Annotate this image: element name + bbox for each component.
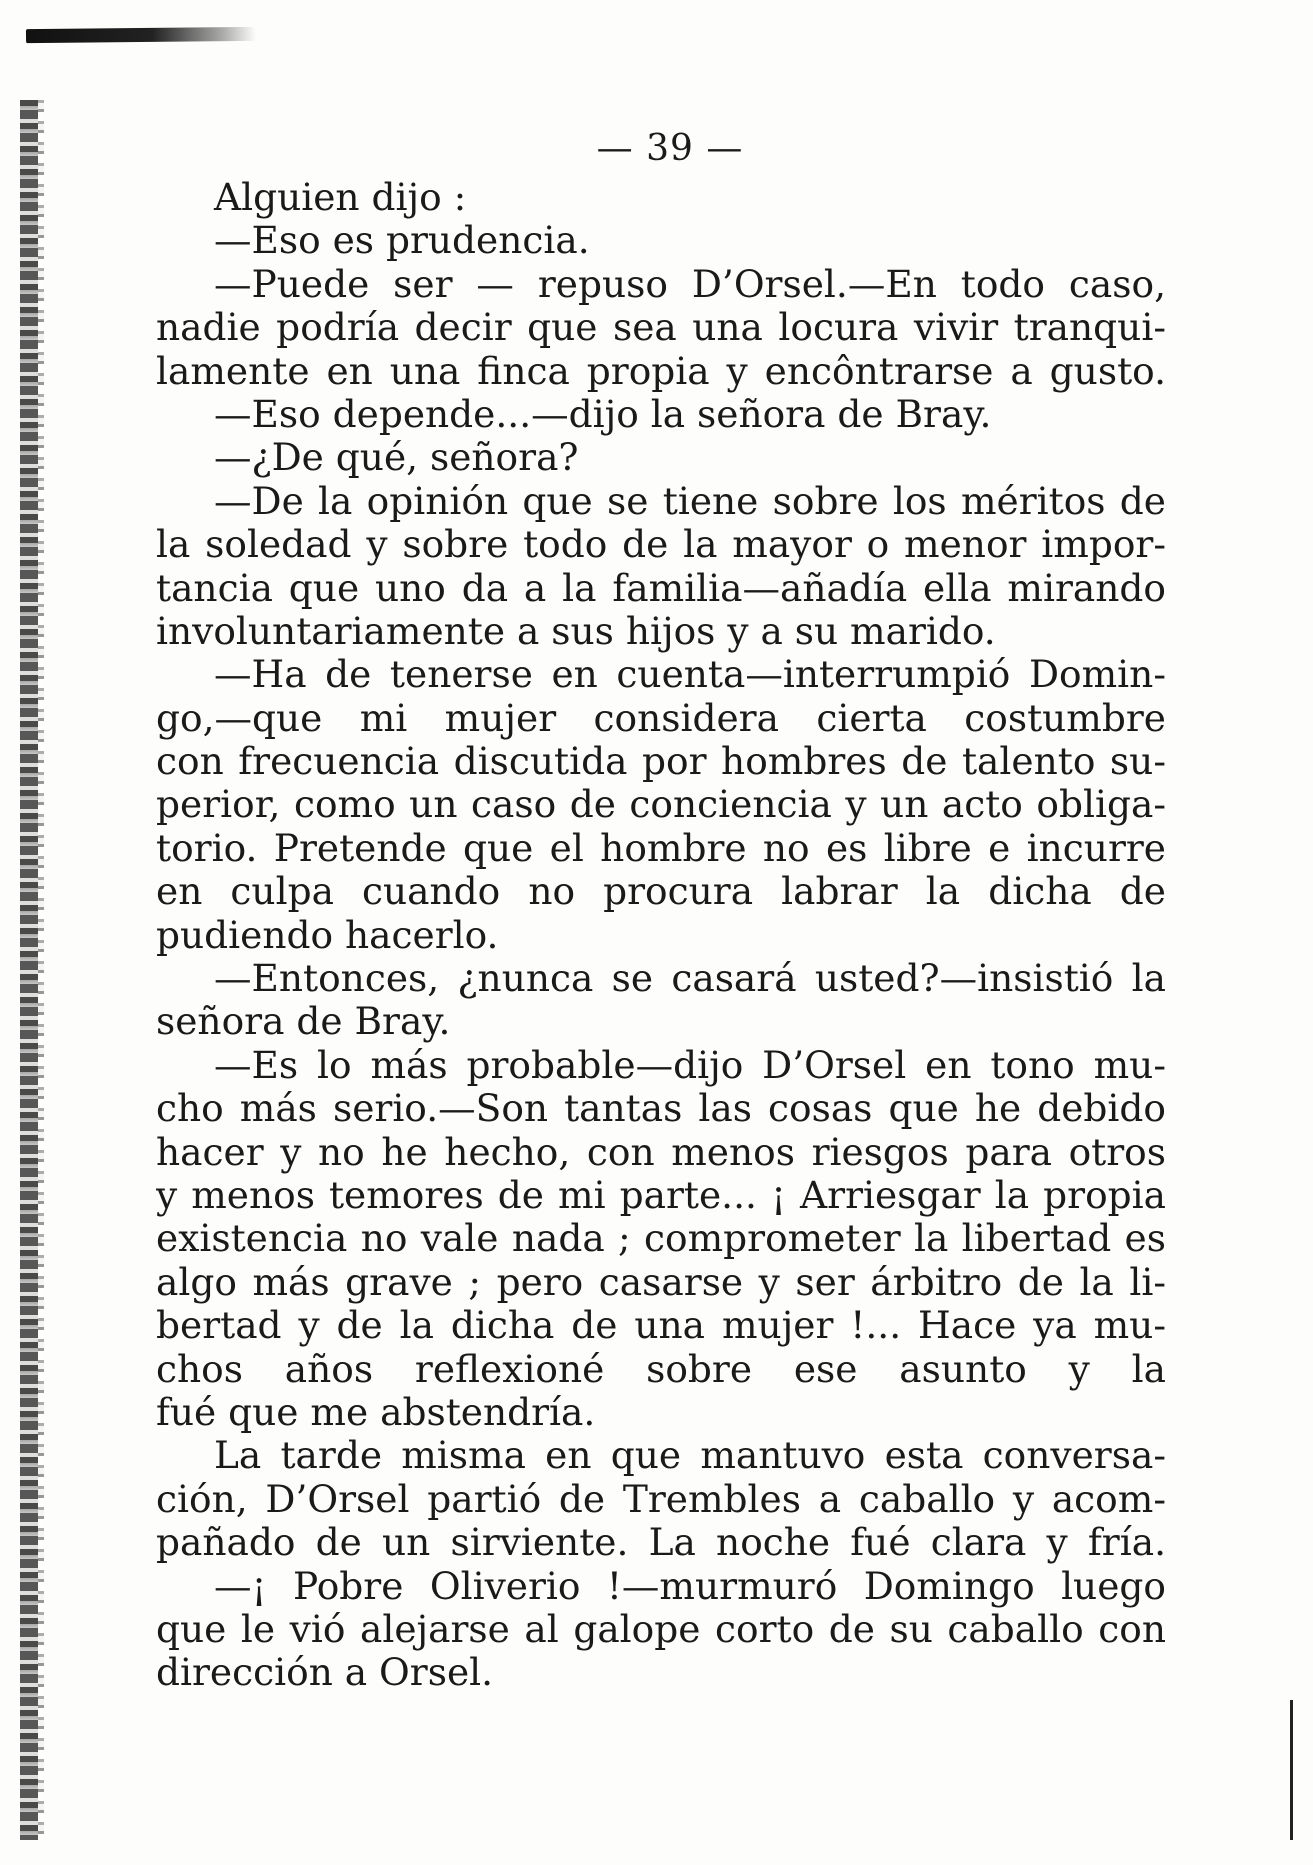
binding-edge xyxy=(20,100,38,1840)
text-line: Alguien dijo : xyxy=(214,175,467,219)
text-line: go,—que mi mujer considera cierta costumbre xyxy=(156,696,1166,740)
text-line: existencia no vale nada ; comprometer la libertad es xyxy=(156,1217,1166,1261)
text-line: que le vió alejarse al galope corto de su caballo con xyxy=(156,1607,1166,1651)
body-text xyxy=(156,176,1166,1695)
text-line: —¡ Pobre Oliverio !—murmuró Domingo luego xyxy=(214,1564,1166,1608)
text-line: ción, D’Orsel partió de Trembles a caballo y acom- xyxy=(156,1477,1166,1521)
text-line: La tarde misma en que mantuvo esta conversa- xyxy=(214,1434,1166,1478)
text-line: con frecuencia discutida por hombres de talento su- xyxy=(156,740,1166,784)
text-line: cho más serio.—Son tantas las cosas que he debido xyxy=(156,1087,1166,1131)
text-line: la soledad y sobre todo de la mayor o menor impor- xyxy=(156,523,1166,567)
text-line: y menos temores de mi parte... ¡ Arriesgar la propia xyxy=(156,1173,1166,1217)
binding-edge-inner xyxy=(38,100,44,1840)
text-line: pañado de un sirviente. La noche fué clara y fría. xyxy=(156,1521,1166,1565)
text-line: perior, como un caso de conciencia y un acto obliga- xyxy=(156,783,1166,827)
text-line: —Puede ser — repuso D’Orsel.—En todo caso, xyxy=(214,262,1166,306)
text-line: —¿De qué, señora? xyxy=(214,435,579,480)
text-line: —Entonces, ¿nunca se casará usted?—insistió la xyxy=(214,957,1166,1001)
scan-smudge xyxy=(26,27,256,43)
text-line: —Es lo más probable—dijo D’Orsel en tono mu- xyxy=(214,1043,1166,1087)
text-line: señora de Bray. xyxy=(156,999,451,1044)
text-line: hacer y no he hecho, con menos riesgos para otros xyxy=(156,1130,1166,1174)
text-line: involuntariamente a sus hijos y a su marido. xyxy=(156,608,996,653)
text-line: tancia que uno da a la familia—añadía ella mirando xyxy=(156,566,1166,610)
scan-edge-mark xyxy=(1290,1700,1293,1840)
text-line: —Eso depende...—dijo la señora de Bray. xyxy=(214,391,992,436)
text-line: algo más grave ; pero casarse y ser árbitro de la li- xyxy=(156,1260,1166,1304)
text-line: chos años reflexioné sobre ese asunto y la xyxy=(156,1347,1166,1391)
text-line: en culpa cuando no procura labrar la dicha de xyxy=(156,870,1166,914)
text-line: nadie podría decir que sea una locura vivir tranqui- xyxy=(156,306,1166,350)
text-line: —De la opinión que se tiene sobre los méritos de xyxy=(214,479,1166,523)
text-line: —Eso es prudencia. xyxy=(214,218,590,263)
text-line: —Ha de tenerse en cuenta—interrumpió Domin- xyxy=(214,653,1166,697)
page-number: — 39 — xyxy=(596,128,744,169)
text-line: fué que me abstendría. xyxy=(156,1389,596,1434)
text-line: torio. Pretende que el hombre no es libre e incurre xyxy=(156,826,1166,870)
text-line: lamente en una finca propia y encôntrarse a gusto. xyxy=(156,349,1166,393)
text-line: bertad y de la dicha de una mujer !... Hace ya mu- xyxy=(156,1304,1166,1348)
text-line: dirección a Orsel. xyxy=(156,1650,494,1695)
text-line: pudiendo hacerlo. xyxy=(156,912,499,957)
